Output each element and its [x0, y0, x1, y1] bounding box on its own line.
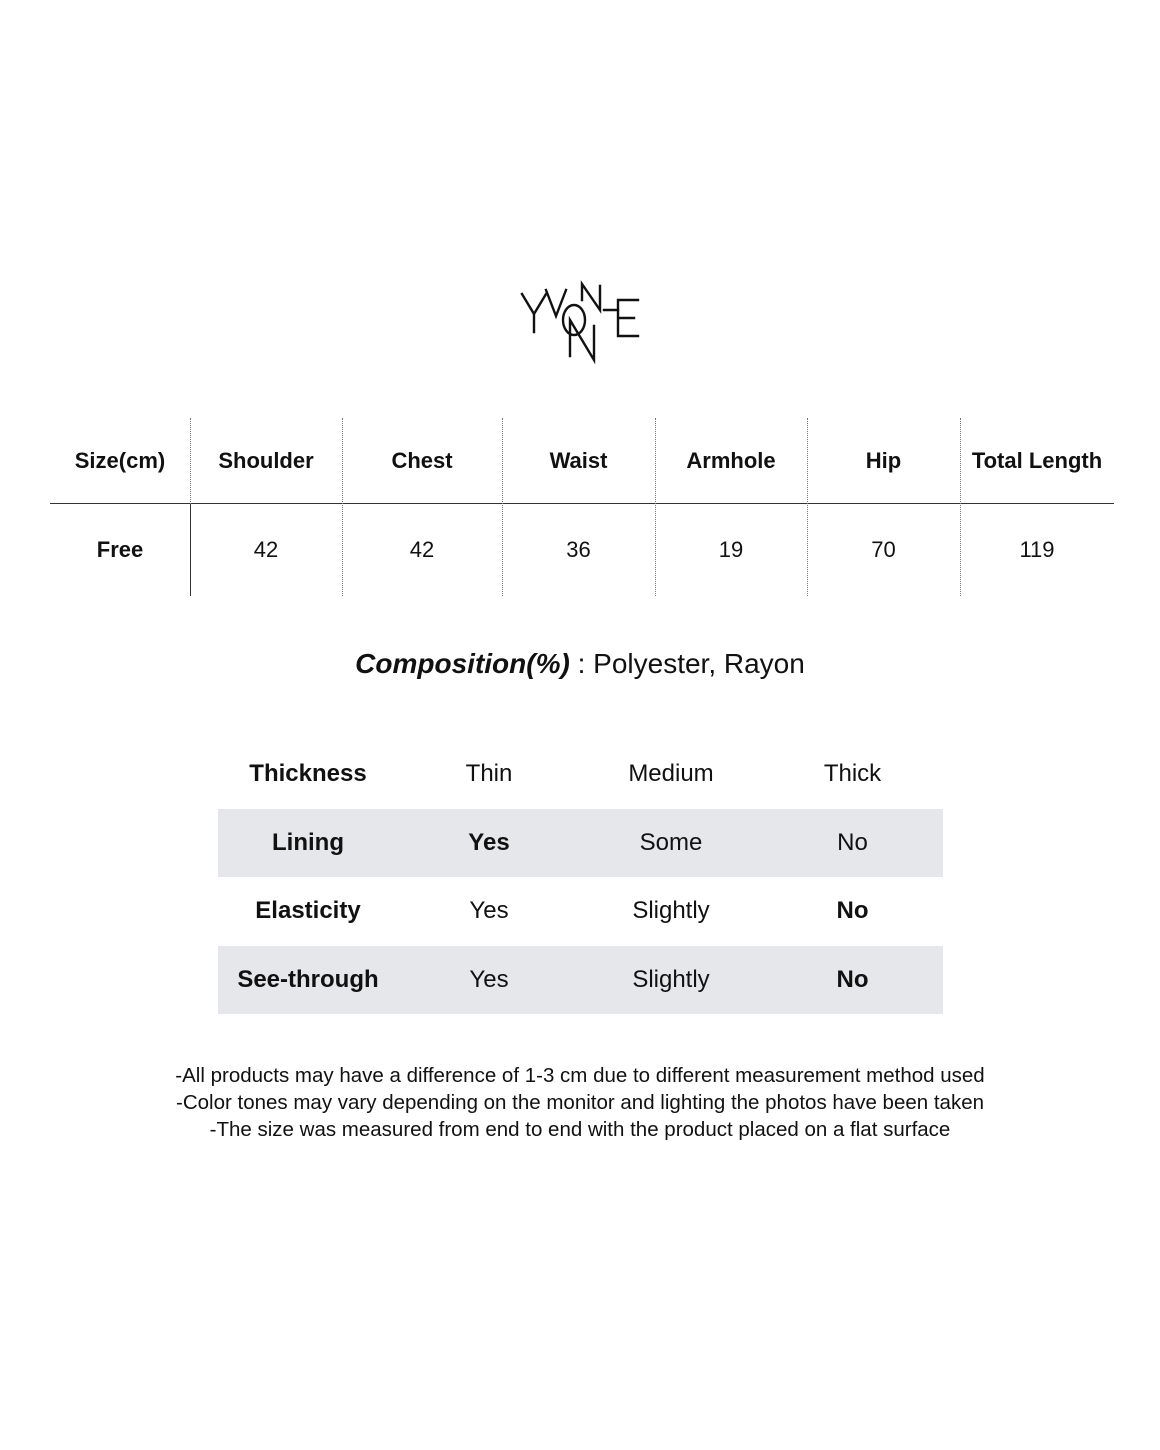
- size-table-header: [50, 418, 1114, 504]
- fabric-option: No: [837, 828, 868, 856]
- column-divider: [960, 418, 961, 596]
- size-header-cell: Size(cm): [74, 448, 166, 473]
- fabric-row-label: Thickness: [249, 760, 367, 788]
- size-cell: 36: [566, 537, 591, 562]
- yvonne-monogram-logo: [510, 280, 650, 370]
- fabric-row-label: Lining: [272, 828, 344, 856]
- fabric-row-label: Elasticity: [255, 897, 361, 925]
- column-divider: [190, 504, 191, 596]
- fabric-row-lining: [218, 809, 943, 878]
- size-header-cell: Armhole: [686, 448, 776, 473]
- composition-line: [0, 648, 1160, 680]
- size-cell: 70: [871, 537, 896, 562]
- fabric-option-selected: No: [836, 965, 869, 993]
- note-line: -Color tones may vary depending on the monitor and lighting the photos have been taken: [176, 1091, 984, 1114]
- fabric-option: Thick: [823, 760, 882, 788]
- table-row: [50, 504, 1114, 596]
- size-header-cell: Shoulder: [218, 448, 314, 473]
- brand-logo: [510, 280, 650, 370]
- column-divider: [342, 418, 343, 596]
- size-cell: 119: [1019, 537, 1055, 562]
- fabric-option-selected: No: [836, 897, 869, 925]
- column-divider: [655, 418, 656, 596]
- fabric-properties-table: [218, 740, 943, 1014]
- fabric-row-thickness: [218, 740, 943, 809]
- fabric-option: Medium: [628, 760, 714, 788]
- size-cell: 42: [253, 537, 279, 562]
- fabric-row-see-through: [218, 946, 943, 1015]
- fabric-option: Slightly: [632, 965, 710, 993]
- size-header-cell: Waist: [549, 448, 608, 473]
- note-line: -All products may have a difference of 1-3 cm due to different measurement method used: [175, 1064, 985, 1087]
- fabric-option-selected: Yes: [468, 828, 510, 856]
- size-cell: Free: [96, 537, 144, 562]
- fabric-row-label: See-through: [237, 965, 379, 993]
- measurement-notes: [0, 1062, 1160, 1143]
- note-line: -The size was measured from end to end with the product placed on a flat surface: [209, 1118, 951, 1141]
- composition-separator: :: [569, 648, 594, 679]
- composition-value: Polyester, Rayon: [593, 648, 805, 679]
- size-cell: 19: [718, 537, 744, 562]
- size-table: [50, 418, 1114, 596]
- column-divider: [502, 418, 503, 596]
- fabric-option: Yes: [469, 897, 509, 925]
- composition-label: Composition(%): [355, 648, 570, 679]
- fabric-option: Yes: [469, 965, 509, 993]
- fabric-option: Thin: [465, 760, 513, 788]
- size-header-cell: Chest: [391, 448, 453, 473]
- size-header-cell: Hip: [865, 448, 902, 473]
- column-divider: [190, 418, 191, 504]
- fabric-option: Some: [639, 828, 703, 856]
- fabric-option: Slightly: [632, 897, 710, 925]
- column-divider: [807, 418, 808, 596]
- size-header-cell: Total Length: [971, 448, 1103, 473]
- fabric-row-elasticity: [218, 877, 943, 946]
- size-cell: 42: [409, 537, 435, 562]
